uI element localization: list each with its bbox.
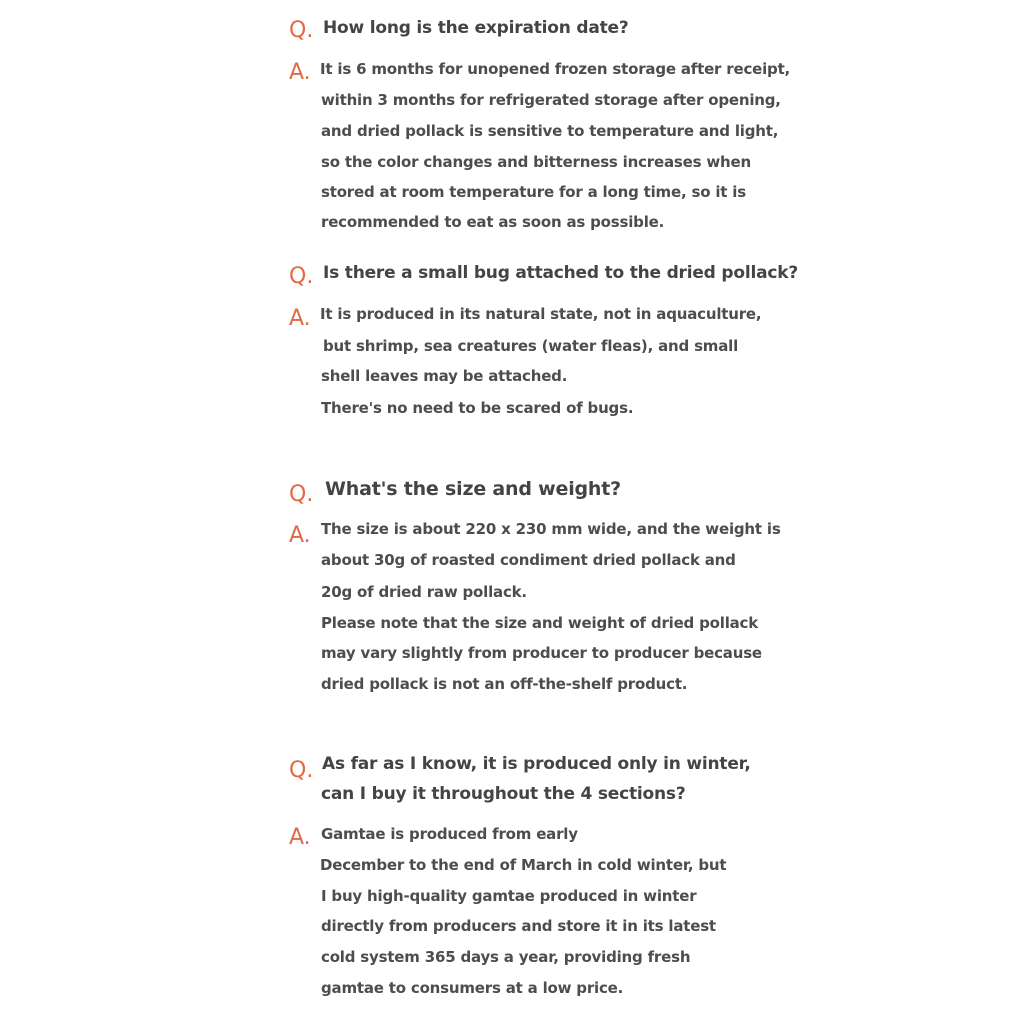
answer-line: 20g of dried raw pollack. <box>321 583 527 601</box>
answer-line: so the color changes and bitterness increases when <box>321 153 751 171</box>
answer-line: stored at room temperature for a long time, so it is <box>321 183 746 201</box>
answer-line: and dried pollack is sensitive to temperature and light, <box>321 122 779 140</box>
answer-line: shell leaves may be attached. <box>321 367 568 385</box>
answer-marker: A. <box>289 60 311 85</box>
answer-line: dried pollack is not an off-the-shelf product. <box>321 675 688 693</box>
answer-line: may vary slightly from producer to producer because <box>321 644 762 662</box>
answer-line: recommended to eat as soon as possible. <box>321 213 665 231</box>
answer-line: It is 6 months for unopened frozen storage after receipt, <box>320 60 791 78</box>
answer-line: gamtae to consumers at a low price. <box>321 979 624 997</box>
question-text: How long is the expiration date? <box>323 18 629 38</box>
question-text: What's the size and weight? <box>325 478 621 500</box>
answer-line: directly from producers and store it in its latest <box>321 917 716 935</box>
question-text: As far as I know, it is produced only in winter, <box>322 754 751 774</box>
answer-line: Please note that the size and weight of dried pollack <box>321 614 759 632</box>
answer-marker: A. <box>289 306 311 331</box>
answer-marker: A. <box>289 825 311 850</box>
answer-line: about 30g of roasted condiment dried pollack and <box>321 551 736 569</box>
question-marker: Q. <box>289 264 314 289</box>
answer-line: but shrimp, sea creatures (water fleas), and small <box>323 337 739 355</box>
answer-line: It is produced in its natural state, not in aquaculture, <box>320 305 762 323</box>
answer-line: within 3 months for refrigerated storage after opening, <box>321 91 781 109</box>
question-text: Is there a small bug attached to the dried pollack? <box>323 263 798 283</box>
question-marker: Q. <box>289 18 314 43</box>
question-marker: Q. <box>289 482 314 507</box>
question-text: can I buy it throughout the 4 sections? <box>321 784 686 804</box>
answer-marker: A. <box>289 523 311 548</box>
answer-line: There's no need to be scared of bugs. <box>321 399 634 417</box>
question-marker: Q. <box>289 758 314 783</box>
answer-line: I buy high-quality gamtae produced in winter <box>321 887 697 905</box>
answer-line: Gamtae is produced from early <box>321 825 578 843</box>
answer-line: December to the end of March in cold winter, but <box>320 856 727 874</box>
answer-line: The size is about 220 x 230 mm wide, and the weight is <box>321 520 781 538</box>
answer-line: cold system 365 days a year, providing fresh <box>321 948 691 966</box>
